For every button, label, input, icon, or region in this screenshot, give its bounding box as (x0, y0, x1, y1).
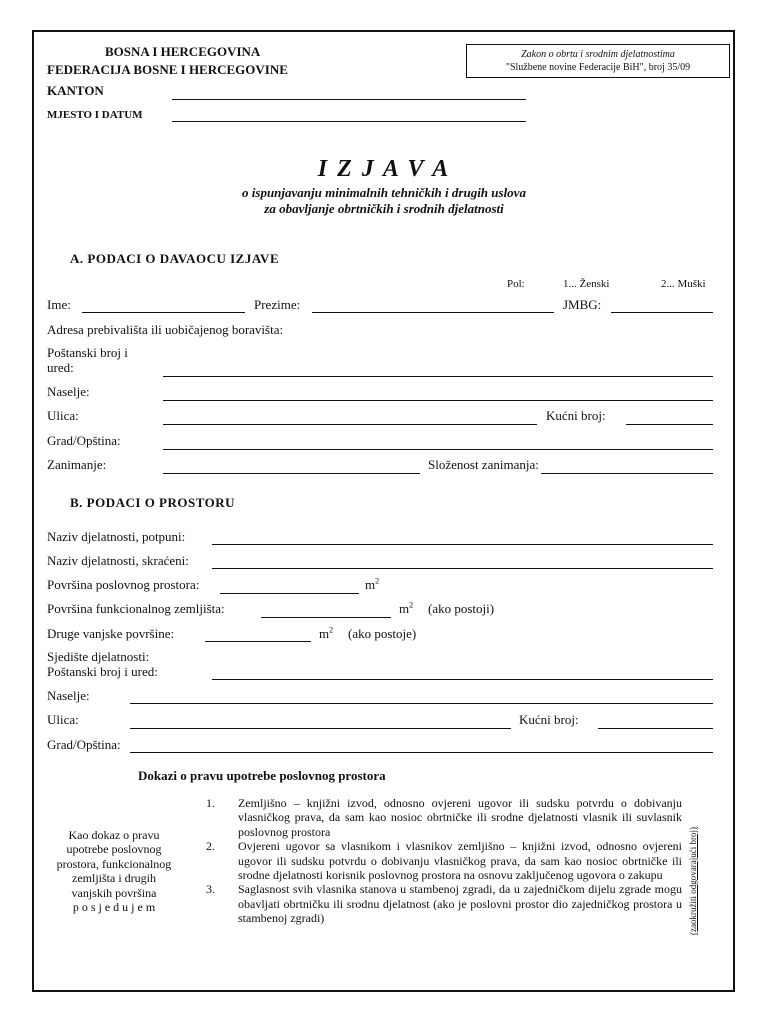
postal-label-line-2: ured: (47, 360, 74, 375)
activity-full-name-label: Naziv djelatnosti, potpuni: (47, 529, 186, 544)
seat-city-label: Grad/Opština: (47, 737, 121, 752)
option-text: Zemljišno – knjižni izvod, odnosno ovjereni ugovor ili sudsku potvrdu o dobivanju vlasničkog prava, da sam kao nosioc obrtničke ili srodne djelatnosti vlasnik ili suvlasnik poslovnog prostora (238, 796, 682, 839)
evidence-statement-line: prostora, funkcionalnog (56, 856, 172, 871)
city-field[interactable] (163, 449, 713, 450)
place-date-field[interactable] (172, 121, 526, 122)
option-number: 1. (206, 796, 215, 810)
evidence-option-3[interactable] (206, 882, 682, 925)
jmbg-label: JMBG: (563, 297, 602, 312)
evidence-option-1[interactable] (206, 796, 682, 839)
option-number: 3. (206, 882, 215, 897)
other-surfaces-unit (319, 626, 333, 642)
seat-street-label: Ulica: (47, 712, 79, 727)
gender-label: Pol: (507, 278, 525, 290)
evidence-statement-line: Kao dokaz o pravu (68, 828, 160, 842)
subtitle-line-1: o ispunjavanju minimalnih tehničkih i drugih uslova (242, 185, 526, 200)
place-date-label: MJESTO I DATUM (47, 109, 143, 121)
section-b-heading: B. PODACI O PROSTORU (70, 495, 236, 510)
gender-option-female[interactable]: 1... Ženski (563, 278, 610, 290)
unit-sup: 2 (409, 600, 414, 610)
postal-field[interactable] (163, 376, 713, 377)
evidence-option-2[interactable] (206, 839, 682, 882)
business-area-field[interactable] (220, 593, 359, 594)
seat-house-number-label: Kućni broj: (519, 712, 579, 727)
law-gazette: "Službene novine Federacije BiH", broj 35/09 (505, 62, 691, 73)
unit-m: m (399, 601, 410, 616)
country-name: BOSNA I HERCEGOVINA (105, 44, 261, 59)
activity-short-name-field[interactable] (212, 568, 713, 569)
seat-city-field[interactable] (130, 752, 713, 753)
seat-postal-label: Poštanski broj i ured: (47, 664, 158, 679)
occupation-field[interactable] (163, 473, 420, 474)
functional-land-field[interactable] (261, 617, 391, 618)
street-field[interactable] (163, 424, 537, 425)
subtitle-line-2: za obavljanje obrtničkih i srodnih djelatnosti (264, 201, 504, 216)
settlement-label: Naselje: (47, 384, 90, 399)
last-name-field[interactable] (312, 312, 554, 313)
occupation-label: Zanimanje: (47, 457, 107, 472)
other-surfaces-note: (ako postoje) (348, 626, 417, 641)
unit-sup: 2 (375, 576, 380, 586)
canton-label: KANTON (47, 83, 104, 98)
postal-label-line-1: Poštanski broj i (47, 345, 128, 360)
evidence-statement (46, 828, 182, 914)
evidence-statement-line: p o s j e d u j e m (72, 900, 156, 915)
complexity-label: Složenost zanimanja: (428, 457, 539, 472)
first-name-field[interactable] (82, 312, 245, 313)
address-label: Adresa prebivališta ili uobičajenog boravišta: (47, 322, 284, 337)
business-area-label: Površina poslovnog prostora: (47, 577, 200, 592)
last-name-label: Prezime: (254, 297, 301, 312)
street-label: Ulica: (47, 408, 79, 423)
functional-land-unit (399, 601, 413, 617)
city-label: Grad/Opština: (47, 433, 121, 448)
functional-land-label: Površina funkcionalnog zemljišta: (47, 601, 225, 616)
page-title: I Z J A V A (317, 156, 451, 182)
unit-m: m (365, 577, 376, 592)
activity-full-name-field[interactable] (212, 544, 713, 545)
seat-settlement-field[interactable] (130, 703, 713, 704)
option-text: Ovjereni ugovor sa vlasnikom i vlasnikov zemljišno – knjižni izvod, odnosno ovjereni ugovor ili sudsku potvrdu o dobivanju vlasničkog prava, da sam kao nosioc obrtničke ili srodne djelatnosti korisnik poslovnog prostora na osnovu zaključenog ugovora o zakupu (238, 839, 682, 883)
settlement-field[interactable] (163, 400, 713, 401)
complexity-field[interactable] (541, 473, 713, 474)
evidence-statement-line: upotrebe poslovnog (66, 842, 162, 857)
seat-label: Sjedište djelatnosti: (47, 649, 150, 664)
evidence-statement-line: vanjskih površina (71, 885, 157, 900)
house-number-label: Kućni broj: (546, 408, 606, 423)
evidence-statement-line: zemljišta i drugih (72, 871, 156, 886)
seat-settlement-label: Naselje: (47, 688, 90, 703)
evidence-options-list (206, 796, 682, 926)
seat-postal-field[interactable] (212, 679, 713, 680)
gender-option-male[interactable]: 2... Muški (661, 278, 706, 290)
unit-m: m (319, 626, 330, 641)
business-area-unit (365, 577, 379, 593)
other-surfaces-field[interactable] (205, 641, 311, 642)
jmbg-field[interactable] (611, 312, 713, 313)
law-reference-box (466, 44, 730, 78)
other-surfaces-label: Druge vanjske površine: (47, 626, 175, 641)
canton-field[interactable] (172, 99, 526, 100)
unit-sup: 2 (329, 625, 334, 635)
option-number: 2. (206, 839, 215, 854)
evidence-heading: Dokazi o pravu upotrebe poslovnog prostora (138, 768, 386, 783)
section-a-heading: A. PODACI O DAVAOCU IZJAVE (70, 251, 280, 266)
federation-name: FEDERACIJA BOSNE I HERCEGOVINE (47, 62, 288, 77)
activity-short-name-label: Naziv djelatnosti, skraćeni: (47, 553, 189, 568)
law-title: Zakon o obrtu i srodnim djelatnostima (521, 49, 675, 60)
first-name-label: Ime: (47, 297, 71, 312)
circle-instruction-note: (zaokružiti odgovarajući broj) (688, 827, 698, 935)
seat-street-field[interactable] (130, 728, 511, 729)
seat-house-number-field[interactable] (598, 728, 713, 729)
option-text: Saglasnost svih vlasnika stanova u stambenoj zgradi, da u zajedničkom dijelu zgrade mogu obavljati obrtničku ili srodnu djelatnost (ako je poslovni prostor dio zajedničkog prostora u stambenoj zgradi) (238, 882, 682, 926)
functional-land-note: (ako postoji) (428, 601, 495, 616)
house-number-field[interactable] (626, 424, 713, 425)
